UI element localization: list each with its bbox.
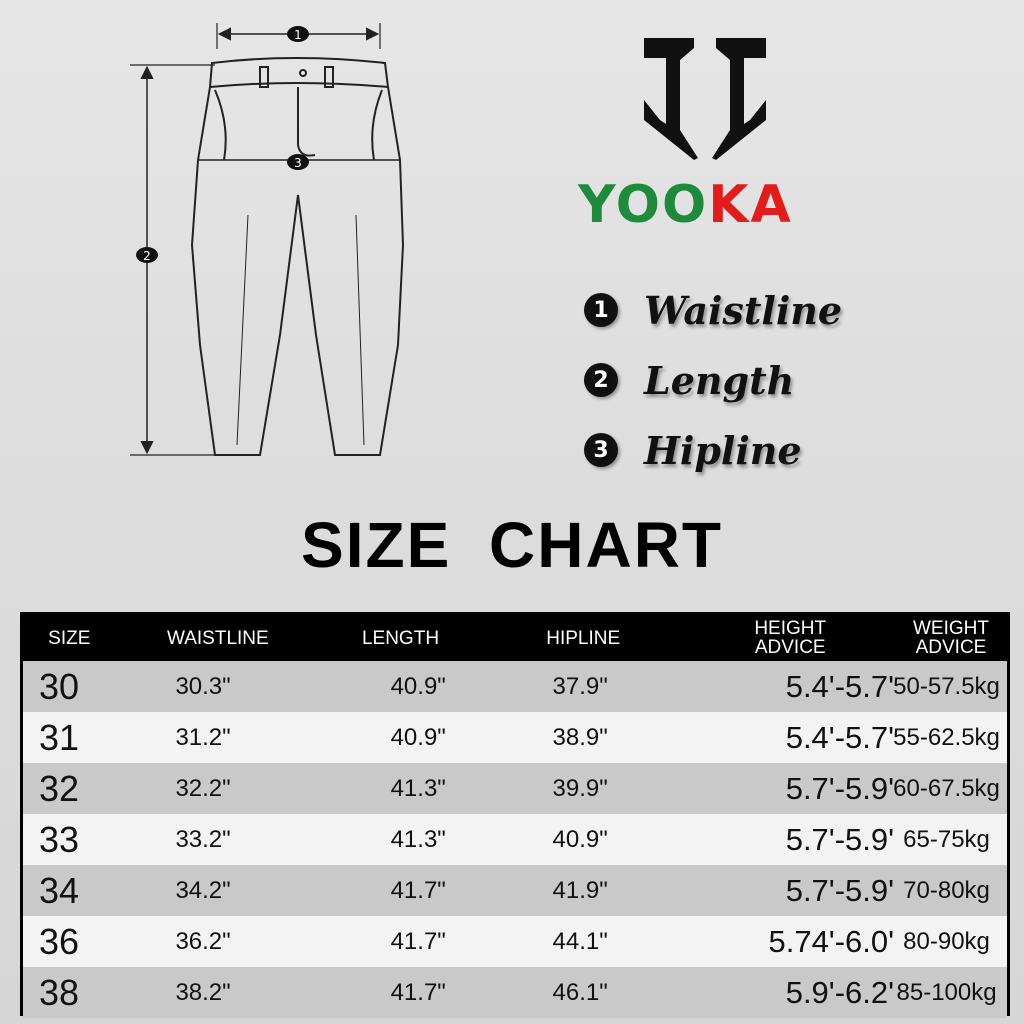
cell-hipline: 44.1" [552, 927, 608, 955]
cell-waistline: 30.3" [175, 672, 231, 700]
brand-logo-icon [630, 30, 780, 165]
cell-height: 5.4'-5.7' [785, 668, 895, 704]
cell-size: 34 [39, 869, 80, 911]
legend-item-length [584, 345, 842, 415]
cell-height: 5.7'-5.9' [785, 821, 895, 857]
table-row [23, 763, 1007, 814]
cell-length: 41.7" [390, 978, 446, 1006]
legend-number: 3 [584, 433, 618, 467]
cell-waistline: 36.2" [175, 927, 231, 955]
cell-height: 5.4'-5.7' [785, 719, 895, 755]
brand-name-part1: YOO [578, 175, 709, 235]
cell-waistline: 31.2" [175, 723, 231, 751]
cell-length: 41.3" [390, 774, 446, 802]
header-weight-line1: WEIGHT [912, 618, 989, 639]
cell-height: 5.9'-6.2' [785, 974, 895, 1010]
header-length: LENGTH [361, 627, 440, 649]
cell-height: 5.74'-6.0' [768, 923, 895, 959]
legend-label: Waistline [644, 287, 843, 333]
cell-size: 33 [39, 818, 80, 860]
cell-hipline: 40.9" [552, 825, 608, 853]
cell-size: 36 [39, 920, 80, 962]
cell-length: 41.7" [390, 927, 446, 955]
brand-name [578, 175, 793, 235]
cell-waistline: 38.2" [175, 978, 231, 1006]
cell-weight: 60-67.5kg [893, 774, 1000, 802]
cell-size: 38 [39, 971, 80, 1013]
cell-weight: 50-57.5kg [893, 672, 1000, 700]
cell-weight: 70-80kg [903, 876, 990, 904]
legend-item-hipline [584, 415, 842, 485]
cell-size: 31 [39, 716, 80, 758]
table-row [23, 967, 1007, 1018]
legend-item-waistline [584, 275, 842, 345]
cell-waistline: 33.2" [175, 825, 231, 853]
header-weight-line2: ADVICE [915, 637, 987, 658]
cell-height: 5.7'-5.9' [785, 872, 895, 908]
cell-weight: 65-75kg [903, 825, 990, 853]
header-height-line2: ADVICE [754, 637, 826, 658]
legend-label: Length [644, 357, 795, 403]
legend-label: Hipline [644, 427, 802, 473]
cell-length: 40.9" [390, 672, 446, 700]
legend-number: 1 [584, 293, 618, 327]
header-hipline: HIPLINE [546, 627, 621, 649]
marker-hipline [287, 154, 309, 170]
cell-hipline: 38.9" [552, 723, 608, 751]
header-size: SIZE [48, 627, 91, 649]
svg-text:2: 2 [143, 249, 151, 263]
marker-length [136, 247, 158, 263]
table-row [23, 865, 1007, 916]
header-height-line1: HEIGHT [754, 618, 827, 639]
cell-waistline: 32.2" [175, 774, 231, 802]
cell-hipline: 37.9" [552, 672, 608, 700]
cell-hipline: 46.1" [552, 978, 608, 1006]
marker-waistline [287, 26, 309, 42]
cell-length: 41.7" [390, 876, 446, 904]
page-title: SIZE CHART [301, 509, 723, 581]
cell-weight: 55-62.5kg [893, 723, 1000, 751]
header-waistline: WAISTLINE [166, 627, 269, 649]
header-weight-advice [895, 615, 1007, 661]
svg-text:3: 3 [294, 156, 302, 170]
cell-weight: 80-90kg [903, 927, 990, 955]
cell-weight: 85-100kg [896, 978, 997, 1006]
table-header [23, 615, 1007, 661]
table-row [23, 712, 1007, 763]
measurement-legend [584, 275, 842, 485]
brand-name-part2: KA [708, 175, 793, 235]
cell-size: 32 [39, 767, 80, 809]
svg-text:1: 1 [294, 28, 302, 42]
header-height-advice [685, 615, 894, 661]
legend-number: 2 [584, 363, 618, 397]
table-row [23, 916, 1007, 967]
cell-height: 5.7'-5.9' [785, 770, 895, 806]
cell-waistline: 34.2" [175, 876, 231, 904]
cell-hipline: 39.9" [552, 774, 608, 802]
cell-length: 41.3" [390, 825, 446, 853]
cell-hipline: 41.9" [552, 876, 608, 904]
cell-size: 30 [39, 665, 80, 707]
cell-length: 40.9" [390, 723, 446, 751]
table-row [23, 814, 1007, 865]
pants-diagram [120, 15, 420, 485]
table-row [23, 661, 1007, 712]
size-table [20, 612, 1010, 1016]
